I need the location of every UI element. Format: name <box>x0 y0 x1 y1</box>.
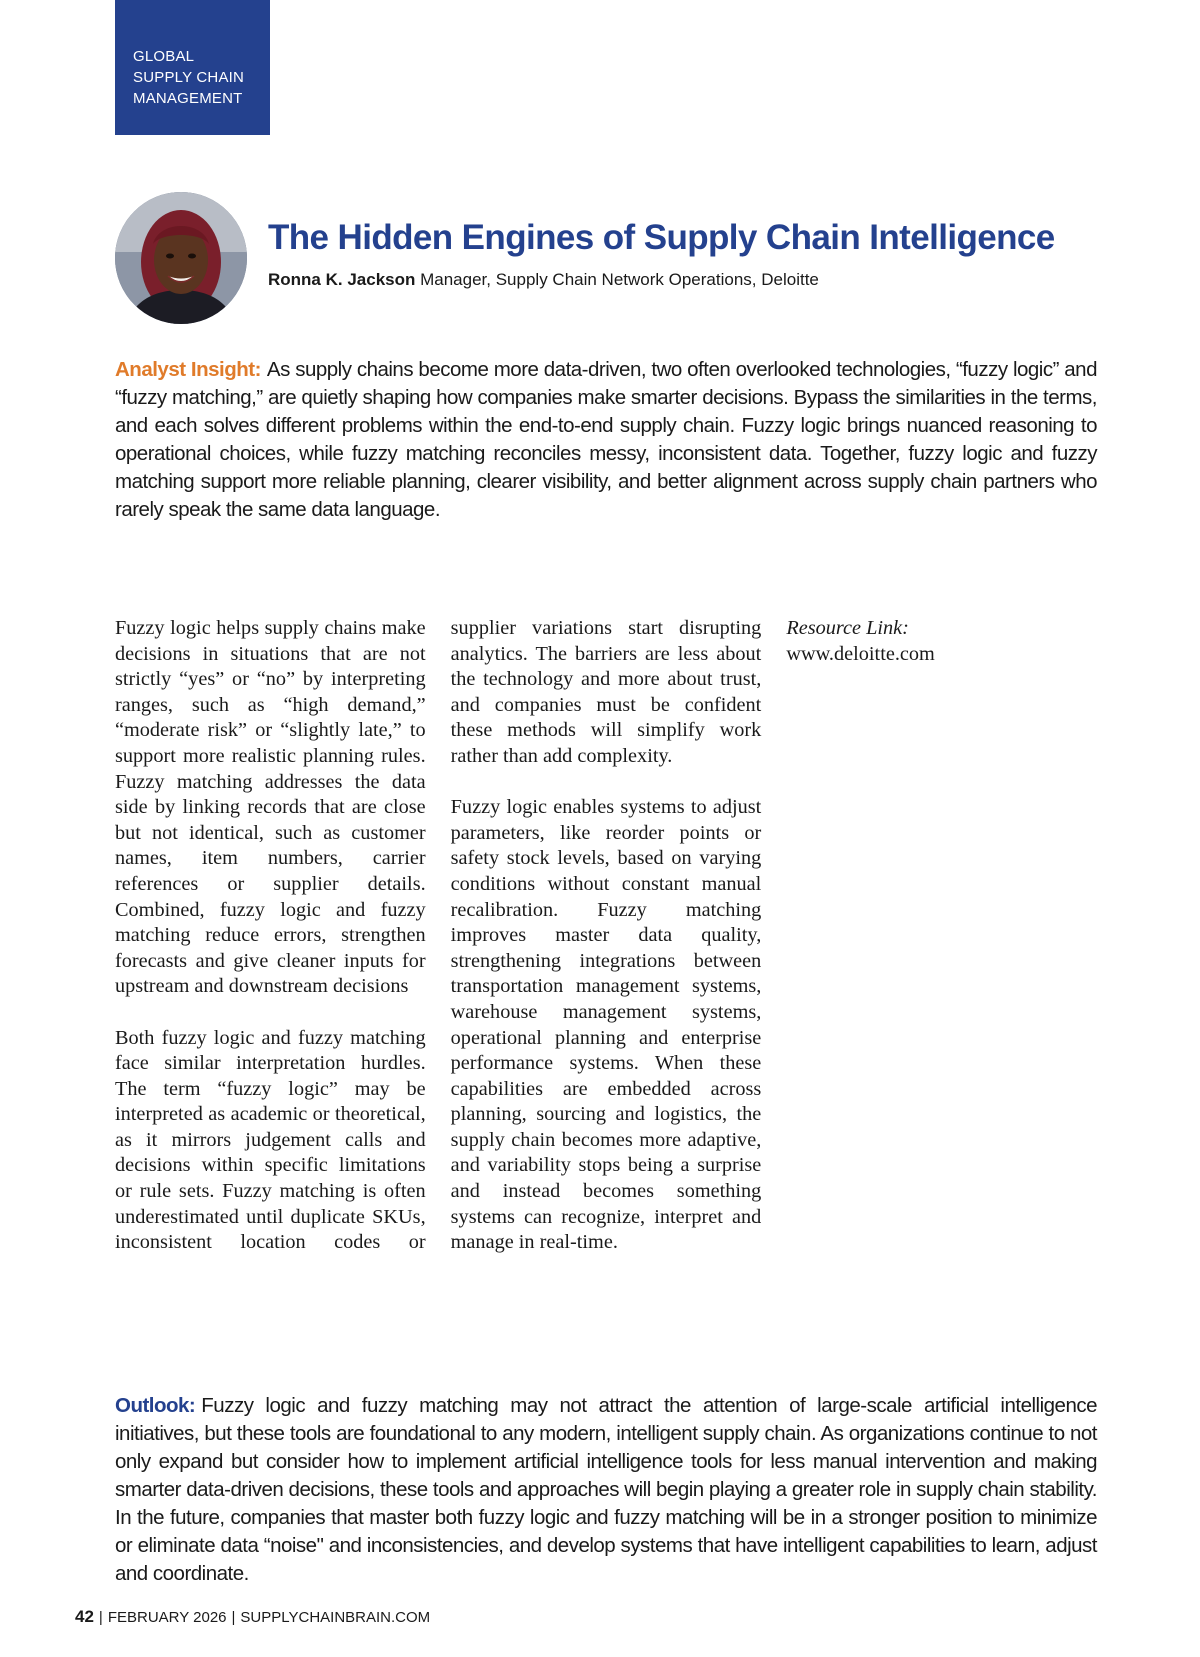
author-photo-icon <box>115 192 247 324</box>
section-tab-line-2: SUPPLY CHAIN <box>133 69 245 86</box>
page-footer: 42 | FEBRUARY 2026 | SUPPLYCHAINBRAIN.COM <box>75 1607 431 1626</box>
resource-link-label: Resource Link: <box>786 617 909 639</box>
outlook-label: Outlook: <box>115 1394 196 1417</box>
section-tab <box>115 0 270 135</box>
body-paragraph: Fuzzy logic enables systems to adjust parameters, like reorder points or safety stock levels, based on varying conditions without constant manual recalibration. Fuzzy matching improves master data quality, strengthening integrations between transportation management systems, warehouse management systems, operational planning and enterprise performance systems. When these capabilities are embedded across planning, sourcing and logistics, the supply chain becomes more adaptive, and variability stops being a surprise and instead becomes something systems can recognize, interpret and manage in real-time. <box>450 796 762 1254</box>
body-paragraph: Fuzzy logic helps supply chains make decisions in situations that are not strictly “yes” or “no” by interpreting ranges, such as “high demand,” “moderate risk” or “slightly late,” to support more realistic planning rules. Fuzzy matching addresses the data side by linking records that are close but not identical, such as customer names, item numbers, carrier references or supplier details. Combined, fuzzy logic and fuzzy matching reduce errors, strengthen forecasts and give cleaner inputs for upstream and downstream decisions <box>115 617 426 998</box>
issue-date: FEBRUARY 2026 <box>107 1609 227 1626</box>
site-name: SUPPLYCHAINBRAIN.COM <box>240 1609 431 1626</box>
article-body <box>115 616 1097 1276</box>
analyst-insight-text: As supply chains become more data-driven, two often overlooked technologies, “fuzzy logic” and “fuzzy matching,” are quietly shaping how companies make smarter decisions. Bypass the similarities in the terms, and each solves different problems within the end-to-end supply chain. Fuzzy logic brings nuanced reasoning to operational choices, while fuzzy matching reconciles messy, inconsistent data. Together, fuzzy logic and fuzzy matching support more reliable planning, clearer visibility, and better alignment across supply chain partners who rarely speak the same data language. <box>115 358 1097 521</box>
body-paragraph: Both fuzzy logic and fuzzy matching face similar interpretation hurdles. The term “fuzzy logic” may be interpreted as academic or theoretical, as it mirrors judgement calls and decisions within specific limitations or rule sets. Fuzzy matching is often underestimated until duplicate SKUs, inconsistent location codes or supplier variations start disrupting analytics. The barriers are less about the technology and more about trust, and companies must be confident these methods will simplify work rather than add complexity. <box>115 617 762 1254</box>
outlook <box>115 1392 1097 1588</box>
analyst-insight-label: Analyst Insight: <box>115 358 261 381</box>
page-number: 42 <box>75 1607 94 1626</box>
section-tab-line-1: GLOBAL <box>133 48 195 65</box>
author-role: Manager, Supply Chain Network Operations, Deloitte <box>420 270 819 289</box>
resource-link-url[interactable]: www.deloitte.com <box>786 642 935 665</box>
article-title: The Hidden Engines of Supply Chain Intelligence <box>268 218 1055 257</box>
analyst-insight <box>115 356 1097 524</box>
byline <box>268 270 819 290</box>
author-name: Ronna K. Jackson <box>268 270 416 289</box>
resource-link <box>786 616 1097 667</box>
section-tab-line-3: MANAGEMENT <box>133 90 243 107</box>
outlook-text: Fuzzy logic and fuzzy matching may not attract the attention of large-scale artificial intelligence initiatives, but these tools are foundational to any modern, intelligent supply chain. As organizations continue to not only expand but consider how to implement artificial intelligence tools for less manual intervention and making smarter data-driven decisions, these tools and approaches will begin playing a greater role in supply chain stability. In the future, companies that master both fuzzy logic and fuzzy matching will be in a stronger position to minimize or eliminate data “noise" and inconsistencies, and develop systems that have intelligent capabilities to learn, adjust and coordinate. <box>115 1394 1097 1585</box>
